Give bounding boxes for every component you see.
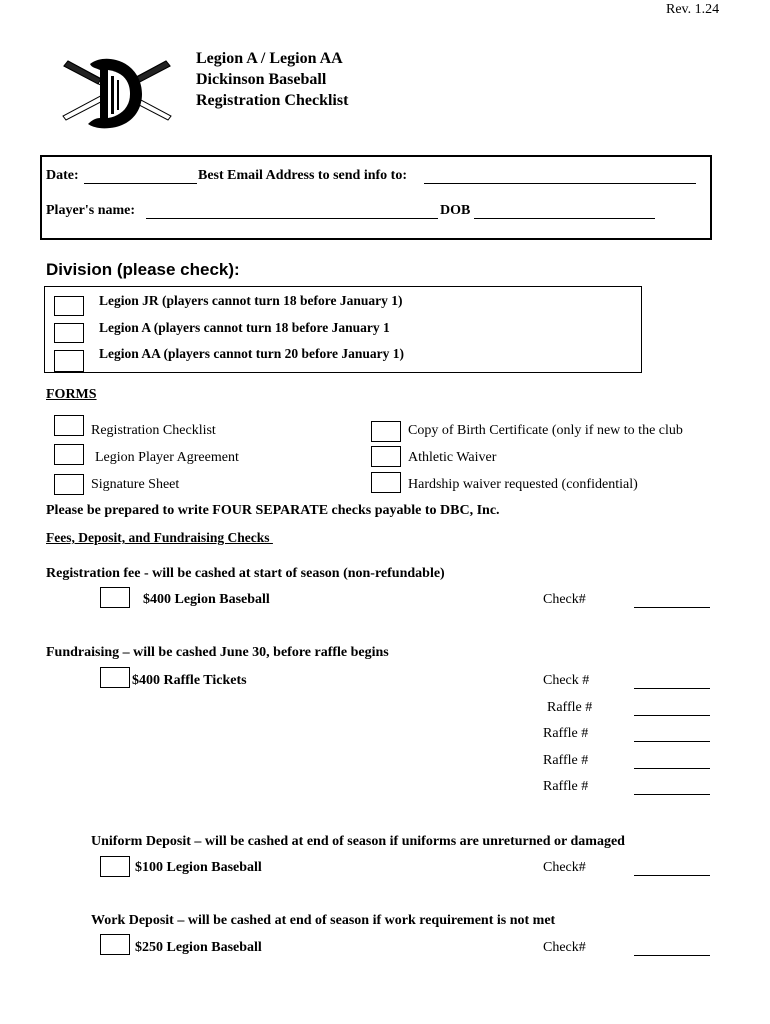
signature-sheet-checkbox[interactable] <box>54 474 84 495</box>
registration-fee-checkbox[interactable] <box>100 587 130 608</box>
birth-certificate-label: Copy of Birth Certificate (only if new to the club <box>408 423 683 438</box>
uniform-check-label: Check# <box>543 860 586 875</box>
uniform-deposit-heading: Uniform Deposit – will be cashed at end of season if uniforms are unreturned or damaged <box>91 834 625 849</box>
email-field[interactable] <box>424 183 696 184</box>
raffle-field-2[interactable] <box>634 741 710 742</box>
fundraising-check-field[interactable] <box>634 688 710 689</box>
registration-check-field[interactable] <box>634 607 710 608</box>
birth-certificate-checkbox[interactable] <box>371 421 401 442</box>
hardship-waiver-label: Hardship waiver requested (confidential) <box>408 477 638 492</box>
division-jr-label: Legion JR (players cannot turn 18 before January 1) <box>99 293 403 308</box>
forms-heading: FORMS <box>46 387 97 402</box>
revision-label: Rev. 1.24 <box>666 2 720 17</box>
raffle-field-4[interactable] <box>634 794 710 795</box>
registration-checklist-label: Registration Checklist <box>91 423 216 438</box>
raffle-label-3: Raffle # <box>543 753 589 768</box>
date-field[interactable] <box>84 183 197 184</box>
registration-checklist-checkbox[interactable] <box>54 415 84 436</box>
registration-fee-item: $400 Legion Baseball <box>143 592 270 607</box>
title-line-1: Legion A / Legion AA <box>196 50 343 67</box>
division-aa-checkbox[interactable] <box>54 350 84 372</box>
signature-sheet-label: Signature Sheet <box>91 477 180 492</box>
header-title <box>196 48 348 111</box>
title-line-3: Registration Checklist <box>196 92 349 109</box>
work-check-field[interactable] <box>634 955 710 956</box>
dob-field[interactable] <box>474 218 655 219</box>
email-label: Best Email Address to send info to: <box>198 168 407 183</box>
uniform-deposit-item: $100 Legion Baseball <box>135 860 262 875</box>
player-agreement-checkbox[interactable] <box>54 444 84 465</box>
fundraising-checkbox[interactable] <box>100 667 130 688</box>
fundraising-item: $400 Raffle Tickets <box>132 673 247 688</box>
division-a-label: Legion A (players cannot turn 18 before January 1 <box>99 320 390 335</box>
raffle-field-3[interactable] <box>634 768 710 769</box>
work-deposit-heading: Work Deposit – will be cashed at end of season if work requirement is not met <box>91 913 556 928</box>
work-deposit-checkbox[interactable] <box>100 934 130 955</box>
athletic-waiver-checkbox[interactable] <box>371 446 401 467</box>
player-agreement-label: Legion Player Agreement <box>95 450 239 465</box>
registration-fee-heading: Registration fee - will be cashed at start of season (non-refundable) <box>46 566 445 581</box>
uniform-check-field[interactable] <box>634 875 710 876</box>
title-line-2: Dickinson Baseball <box>196 71 327 88</box>
work-deposit-item: $250 Legion Baseball <box>135 940 262 955</box>
fundraising-heading: Fundraising – will be cashed June 30, before raffle begins <box>46 645 389 660</box>
raffle-label-4: Raffle # <box>543 779 589 794</box>
work-check-label: Check# <box>543 940 586 955</box>
raffle-label-2: Raffle # <box>543 726 589 741</box>
dob-label: DOB <box>440 203 471 218</box>
dickinson-d-logo <box>58 56 176 130</box>
uniform-deposit-checkbox[interactable] <box>100 856 130 877</box>
athletic-waiver-label: Athletic Waiver <box>408 450 497 465</box>
division-jr-checkbox[interactable] <box>54 296 84 316</box>
raffle-label-1: Raffle # <box>547 700 593 715</box>
raffle-field-1[interactable] <box>634 715 710 716</box>
registration-check-label: Check# <box>543 592 586 607</box>
date-label: Date: <box>46 168 79 183</box>
checks-note: Please be prepared to write FOUR SEPARATE checks payable to DBC, Inc. <box>46 503 500 518</box>
division-heading: Division (please check): <box>46 260 240 279</box>
fundraising-check-label: Check # <box>543 673 590 688</box>
fees-heading: Fees, Deposit, and Fundraising Checks <box>46 530 273 545</box>
division-aa-label: Legion AA (players cannot turn 20 before January 1) <box>99 346 405 361</box>
player-name-label: Player's name: <box>46 203 136 218</box>
division-a-checkbox[interactable] <box>54 323 84 343</box>
hardship-waiver-checkbox[interactable] <box>371 472 401 493</box>
player-name-field[interactable] <box>146 218 438 219</box>
